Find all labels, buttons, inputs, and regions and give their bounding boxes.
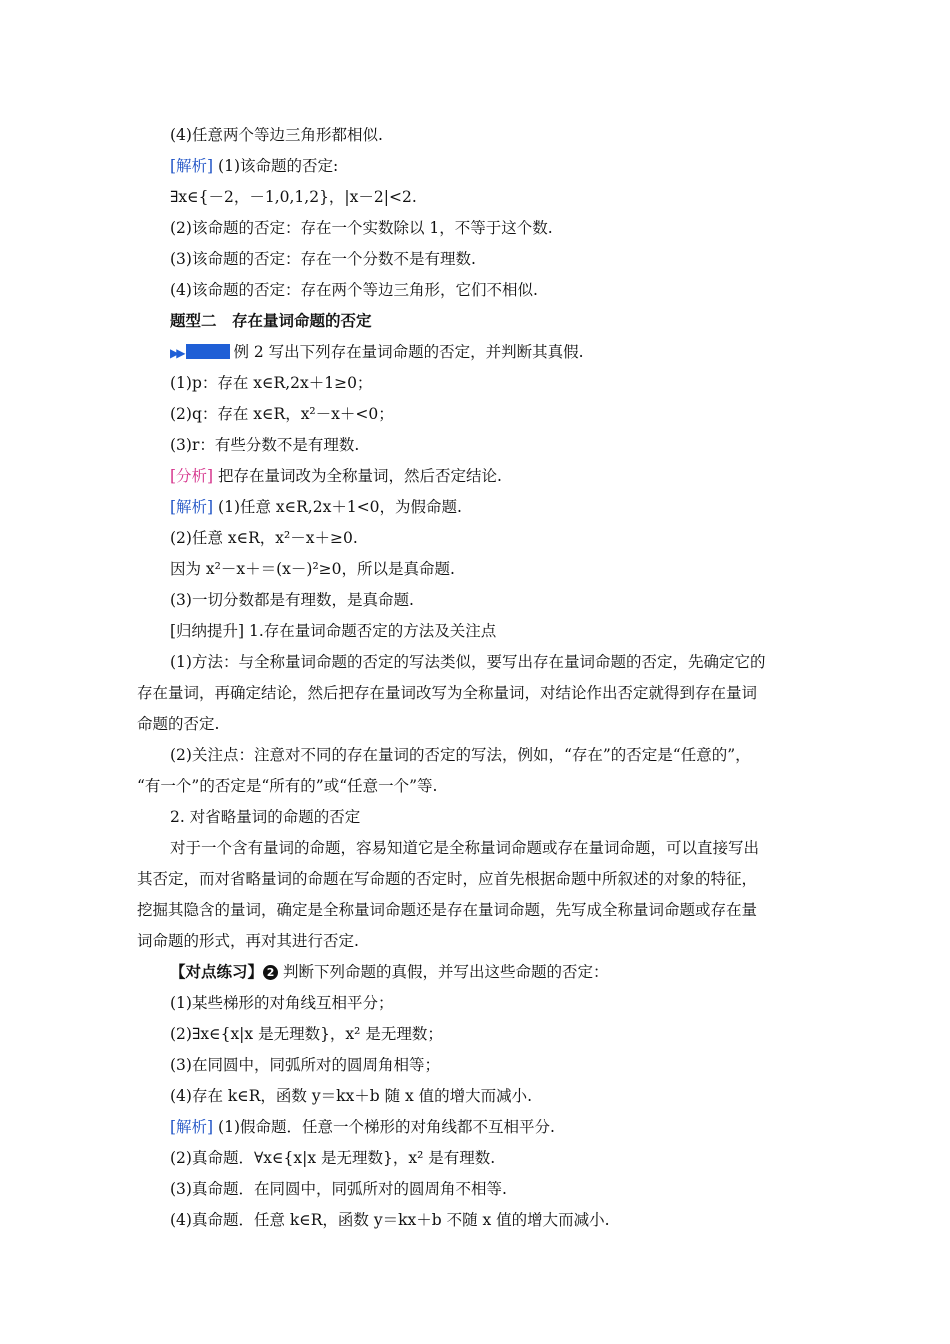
text-segment: (1)假命题．任意一个梯形的对角线都不互相平分. <box>213 1118 555 1136</box>
text-line: 2. 对省略量词的命题的否定 <box>170 808 361 826</box>
practice-line <box>170 961 830 983</box>
text-line: (2)∃x∈{x|x 是无理数}，x² 是无理数； <box>170 1025 443 1043</box>
text-segment: (1)该命题的否定: <box>213 157 339 175</box>
paragraph-line: 词命题的形式，再对其进行否定. <box>137 932 359 950</box>
analysis-tag: [解析] <box>170 1118 214 1136</box>
paragraph-line: 其否定，而对省略量词的命题在写命题的否定时，应首先根据命题中所叙述的对象的特征， <box>137 870 758 888</box>
text-line: 因为 x²－x＋＝(x－)²≥0，所以是真命题. <box>170 560 455 578</box>
text-line: (3)该命题的否定：存在一个分数不是有理数. <box>170 250 476 268</box>
analysis-line <box>170 496 830 518</box>
text-line: (4)存在 k∈R，函数 y＝kx＋b 随 x 值的增大而减小. <box>170 1087 533 1105</box>
text-line: (1)某些梯形的对角线互相平分； <box>170 994 394 1012</box>
paragraph-line: 命题的否定. <box>137 715 220 733</box>
text-segment: 例 2 写出下列存在量词命题的否定，并判断其真假. <box>233 343 584 361</box>
text-line: (4)真命题．任意 k∈R，函数 y＝kx＋b 不随 x 值的增大而减小. <box>170 1211 610 1229</box>
text-line: (2)真命题．∀x∈{x|x 是无理数}，x² 是有理数. <box>170 1149 496 1167</box>
text-line: (2)任意 x∈R，x²－x＋≥0. <box>170 529 358 547</box>
text-segment: 把存在量词改为全称量词，然后否定结论. <box>213 467 502 485</box>
example-line <box>170 341 830 364</box>
paragraph-line: 挖掘其隐含的量词，确定是全称量词命题还是存在量词命题，先写成全称量词命题或存在量 <box>137 901 758 919</box>
paragraph-line: 存在量词，再确定结论，然后把存在量词改写为全称量词，对结论作出否定就得到存在量词 <box>137 684 758 702</box>
analysis-tag: [解析] <box>170 157 214 175</box>
text-line: (1)p：存在 x∈R,2x＋1≥0； <box>170 374 373 392</box>
text-line: (3)真命题．在同圆中，同弧所对的圆周角不相等. <box>170 1180 507 1198</box>
hint-tag: [分析] <box>170 467 214 485</box>
text-line: (2)该命题的否定：存在一个实数除以 1，不等于这个数. <box>170 219 553 237</box>
text-line: (4)任意两个等边三角形都相似. <box>170 126 383 144</box>
paragraph-line: “有一个”的否定是“所有的”或“任意一个”等. <box>137 777 438 795</box>
text-line: ∃x∈{－2，－1,0,1,2}，|x－2|<2. <box>170 188 417 206</box>
text-line: (3)一切分数都是有理数，是真命题. <box>170 591 414 609</box>
number-2-icon: 2 <box>263 965 278 980</box>
analysis-line <box>170 1116 830 1138</box>
analysis-line <box>170 155 830 177</box>
text-segment: (1)任意 x∈R,2x＋1<0，为假命题. <box>213 498 462 516</box>
text-line: (2)q：存在 x∈R，x²－x＋<0； <box>170 405 394 423</box>
double-arrow-icon: ▶▶ <box>170 346 183 360</box>
example-badge-icon <box>186 344 230 359</box>
paragraph-line: (1)方法：与全称量词命题的否定的写法类似，要写出存在量词命题的否定，先确定它的 <box>170 653 766 671</box>
paragraph-line: 对于一个含有量词的命题，容易知道它是全称量词命题或存在量词命题，可以直接写出 <box>170 839 760 857</box>
text-segment: 判断下列命题的真假，并写出这些命题的否定： <box>278 963 609 981</box>
hint-line <box>170 465 830 487</box>
text-line: (3)r：有些分数不是有理数. <box>170 436 360 454</box>
paragraph-line: (2)关注点：注意对不同的存在量词的否定的写法，例如，“存在”的否定是“任意的”， <box>170 746 751 764</box>
text-line: (4)该命题的否定：存在两个等边三角形，它们不相似. <box>170 281 538 299</box>
summary-heading: [归纳提升] 1.存在量词命题否定的方法及关注点 <box>170 622 497 640</box>
practice-tag: 【对点练习】 <box>170 963 264 981</box>
section-heading: 题型二 存在量词命题的否定 <box>170 312 372 330</box>
text-line: (3)在同圆中，同弧所对的圆周角相等； <box>170 1056 440 1074</box>
analysis-tag: [解析] <box>170 498 214 516</box>
